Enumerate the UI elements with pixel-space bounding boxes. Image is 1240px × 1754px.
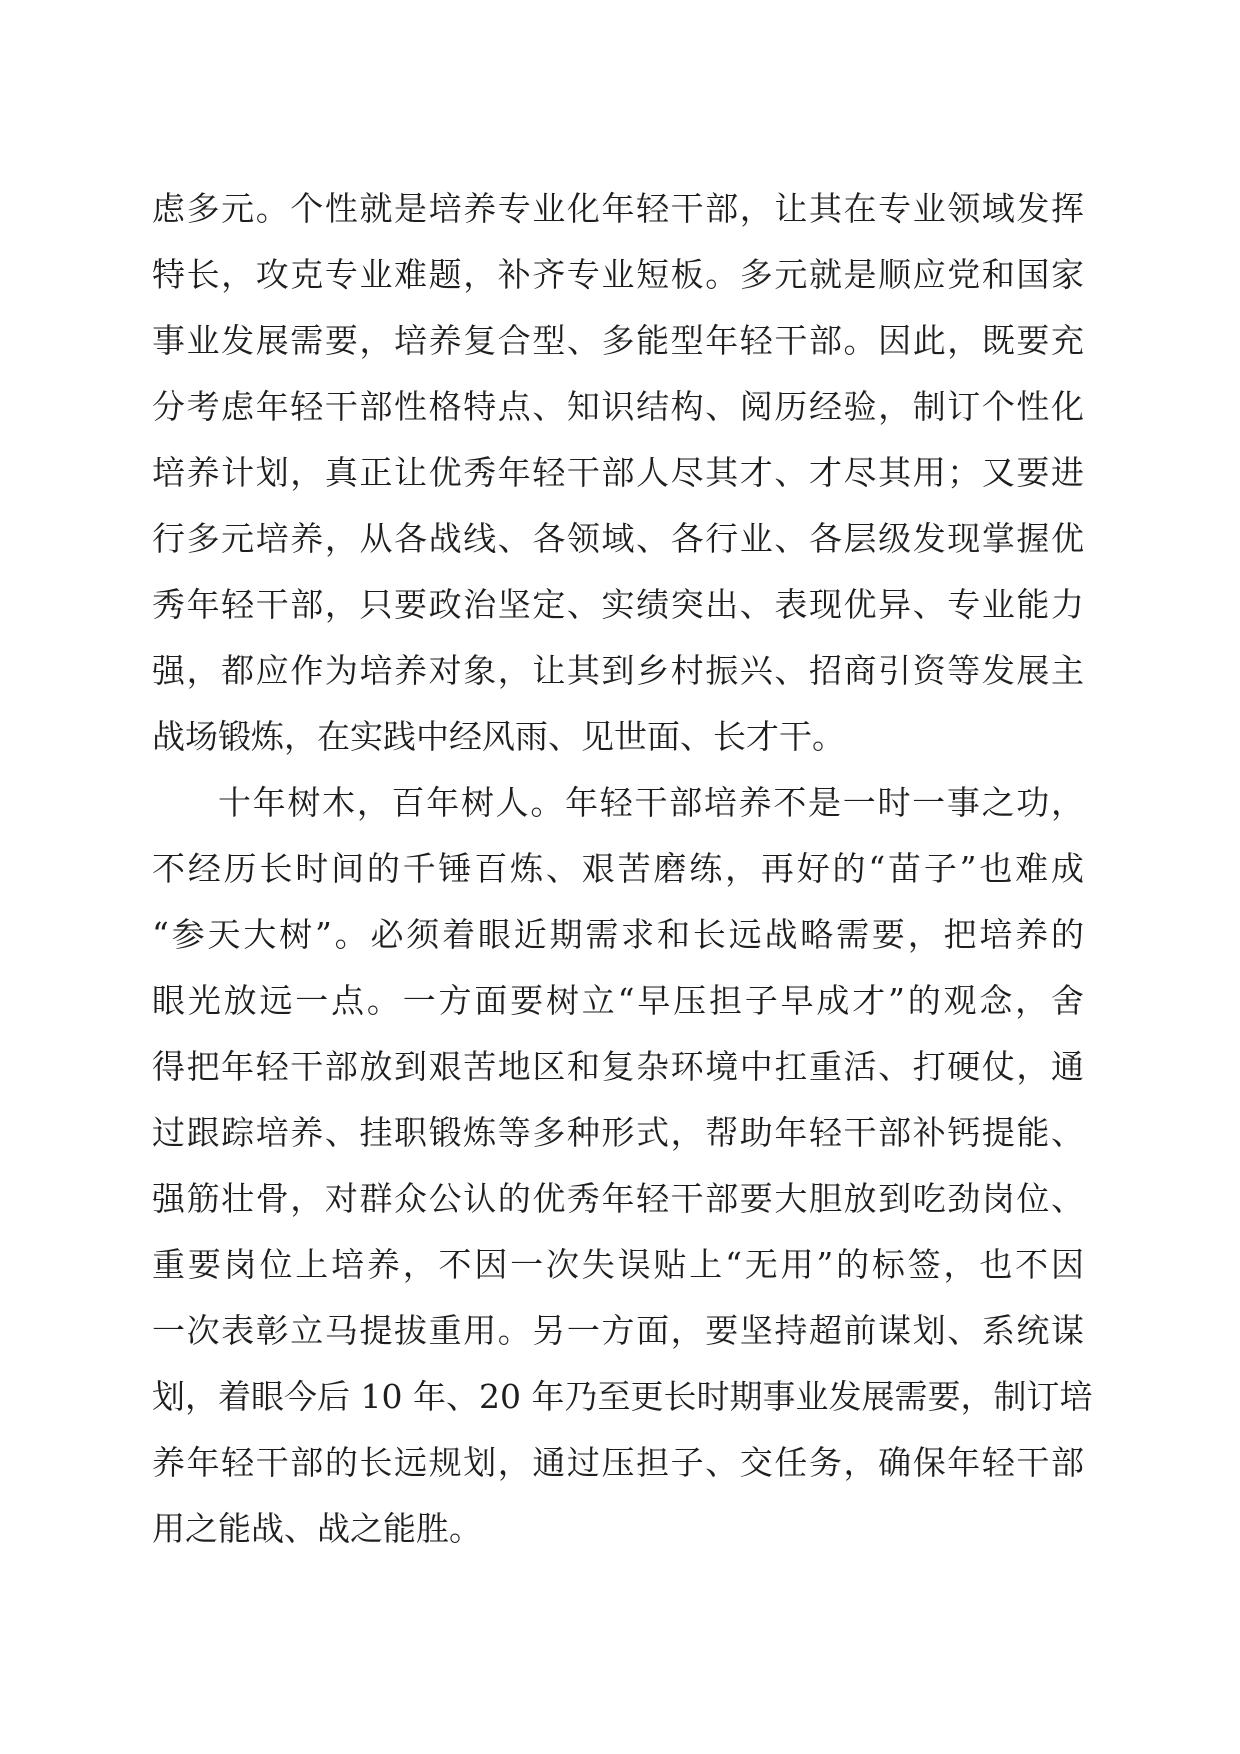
text-line: 战场锻炼，在实践中经风雨、见世面、长才干。	[152, 717, 845, 756]
text-line: 得把年轻干部放到艰苦地区和复杂环境中扛重活、打硬仗，通	[152, 1047, 1084, 1086]
text-line: 分考虑年轻干部性格特点、知识结构、阅历经验，制订个性化	[152, 387, 1084, 426]
paragraph-2	[152, 770, 1093, 1562]
text-line: 十年树木，百年树人。年轻干部培养不是一时一事之功，	[218, 783, 1084, 822]
text-line: 养年轻干部的长远规划，通过压担子、交任务，确保年轻干部	[152, 1443, 1084, 1482]
text-line: 过跟踪培养、挂职锻炼等多种形式，帮助年轻干部补钙提能、	[152, 1113, 1084, 1152]
text-line: 特长，攻克专业难题，补齐专业短板。多元就是顺应党和国家	[152, 255, 1084, 294]
text-line: 行多元培养，从各战线、各领域、各行业、各层级发现掌握优	[152, 519, 1084, 558]
text-line: 培养计划，真正让优秀年轻干部人尽其才、才尽其用；又要进	[152, 453, 1084, 492]
text-line: 划，着眼今后 10 年、20 年乃至更长时期事业发展需要，制订培	[152, 1377, 1093, 1416]
text-line: 虑多元。个性就是培养专业化年轻干部，让其在专业领域发挥	[152, 189, 1084, 228]
text-line: 重要岗位上培养，不因一次失误贴上“无用”的标签，也不因	[152, 1245, 1084, 1284]
paragraph-1	[152, 176, 1084, 770]
text-line: 秀年轻干部，只要政治坚定、实绩突出、表现优异、专业能力	[152, 585, 1084, 624]
document-body	[152, 176, 1093, 1562]
text-line: 事业发展需要，培养复合型、多能型年轻干部。因此，既要充	[152, 321, 1084, 360]
text-line: 一次表彰立马提拔重用。另一方面，要坚持超前谋划、系统谋	[152, 1311, 1084, 1350]
text-line: 强，都应作为培养对象，让其到乡村振兴、招商引资等发展主	[152, 651, 1084, 690]
text-line: 强筋壮骨，对群众公认的优秀年轻干部要大胆放到吃劲岗位、	[152, 1179, 1084, 1218]
text-line: 不经历长时间的千锤百炼、艰苦磨练，再好的“苗子”也难成	[152, 849, 1084, 888]
text-line: 用之能战、战之能胜。	[152, 1509, 482, 1548]
text-line: 眼光放远一点。一方面要树立“早压担子早成才”的观念，舍	[152, 981, 1084, 1020]
text-line: “参天大树”。必须着眼近期需求和长远战略需要，把培养的	[152, 915, 1084, 954]
